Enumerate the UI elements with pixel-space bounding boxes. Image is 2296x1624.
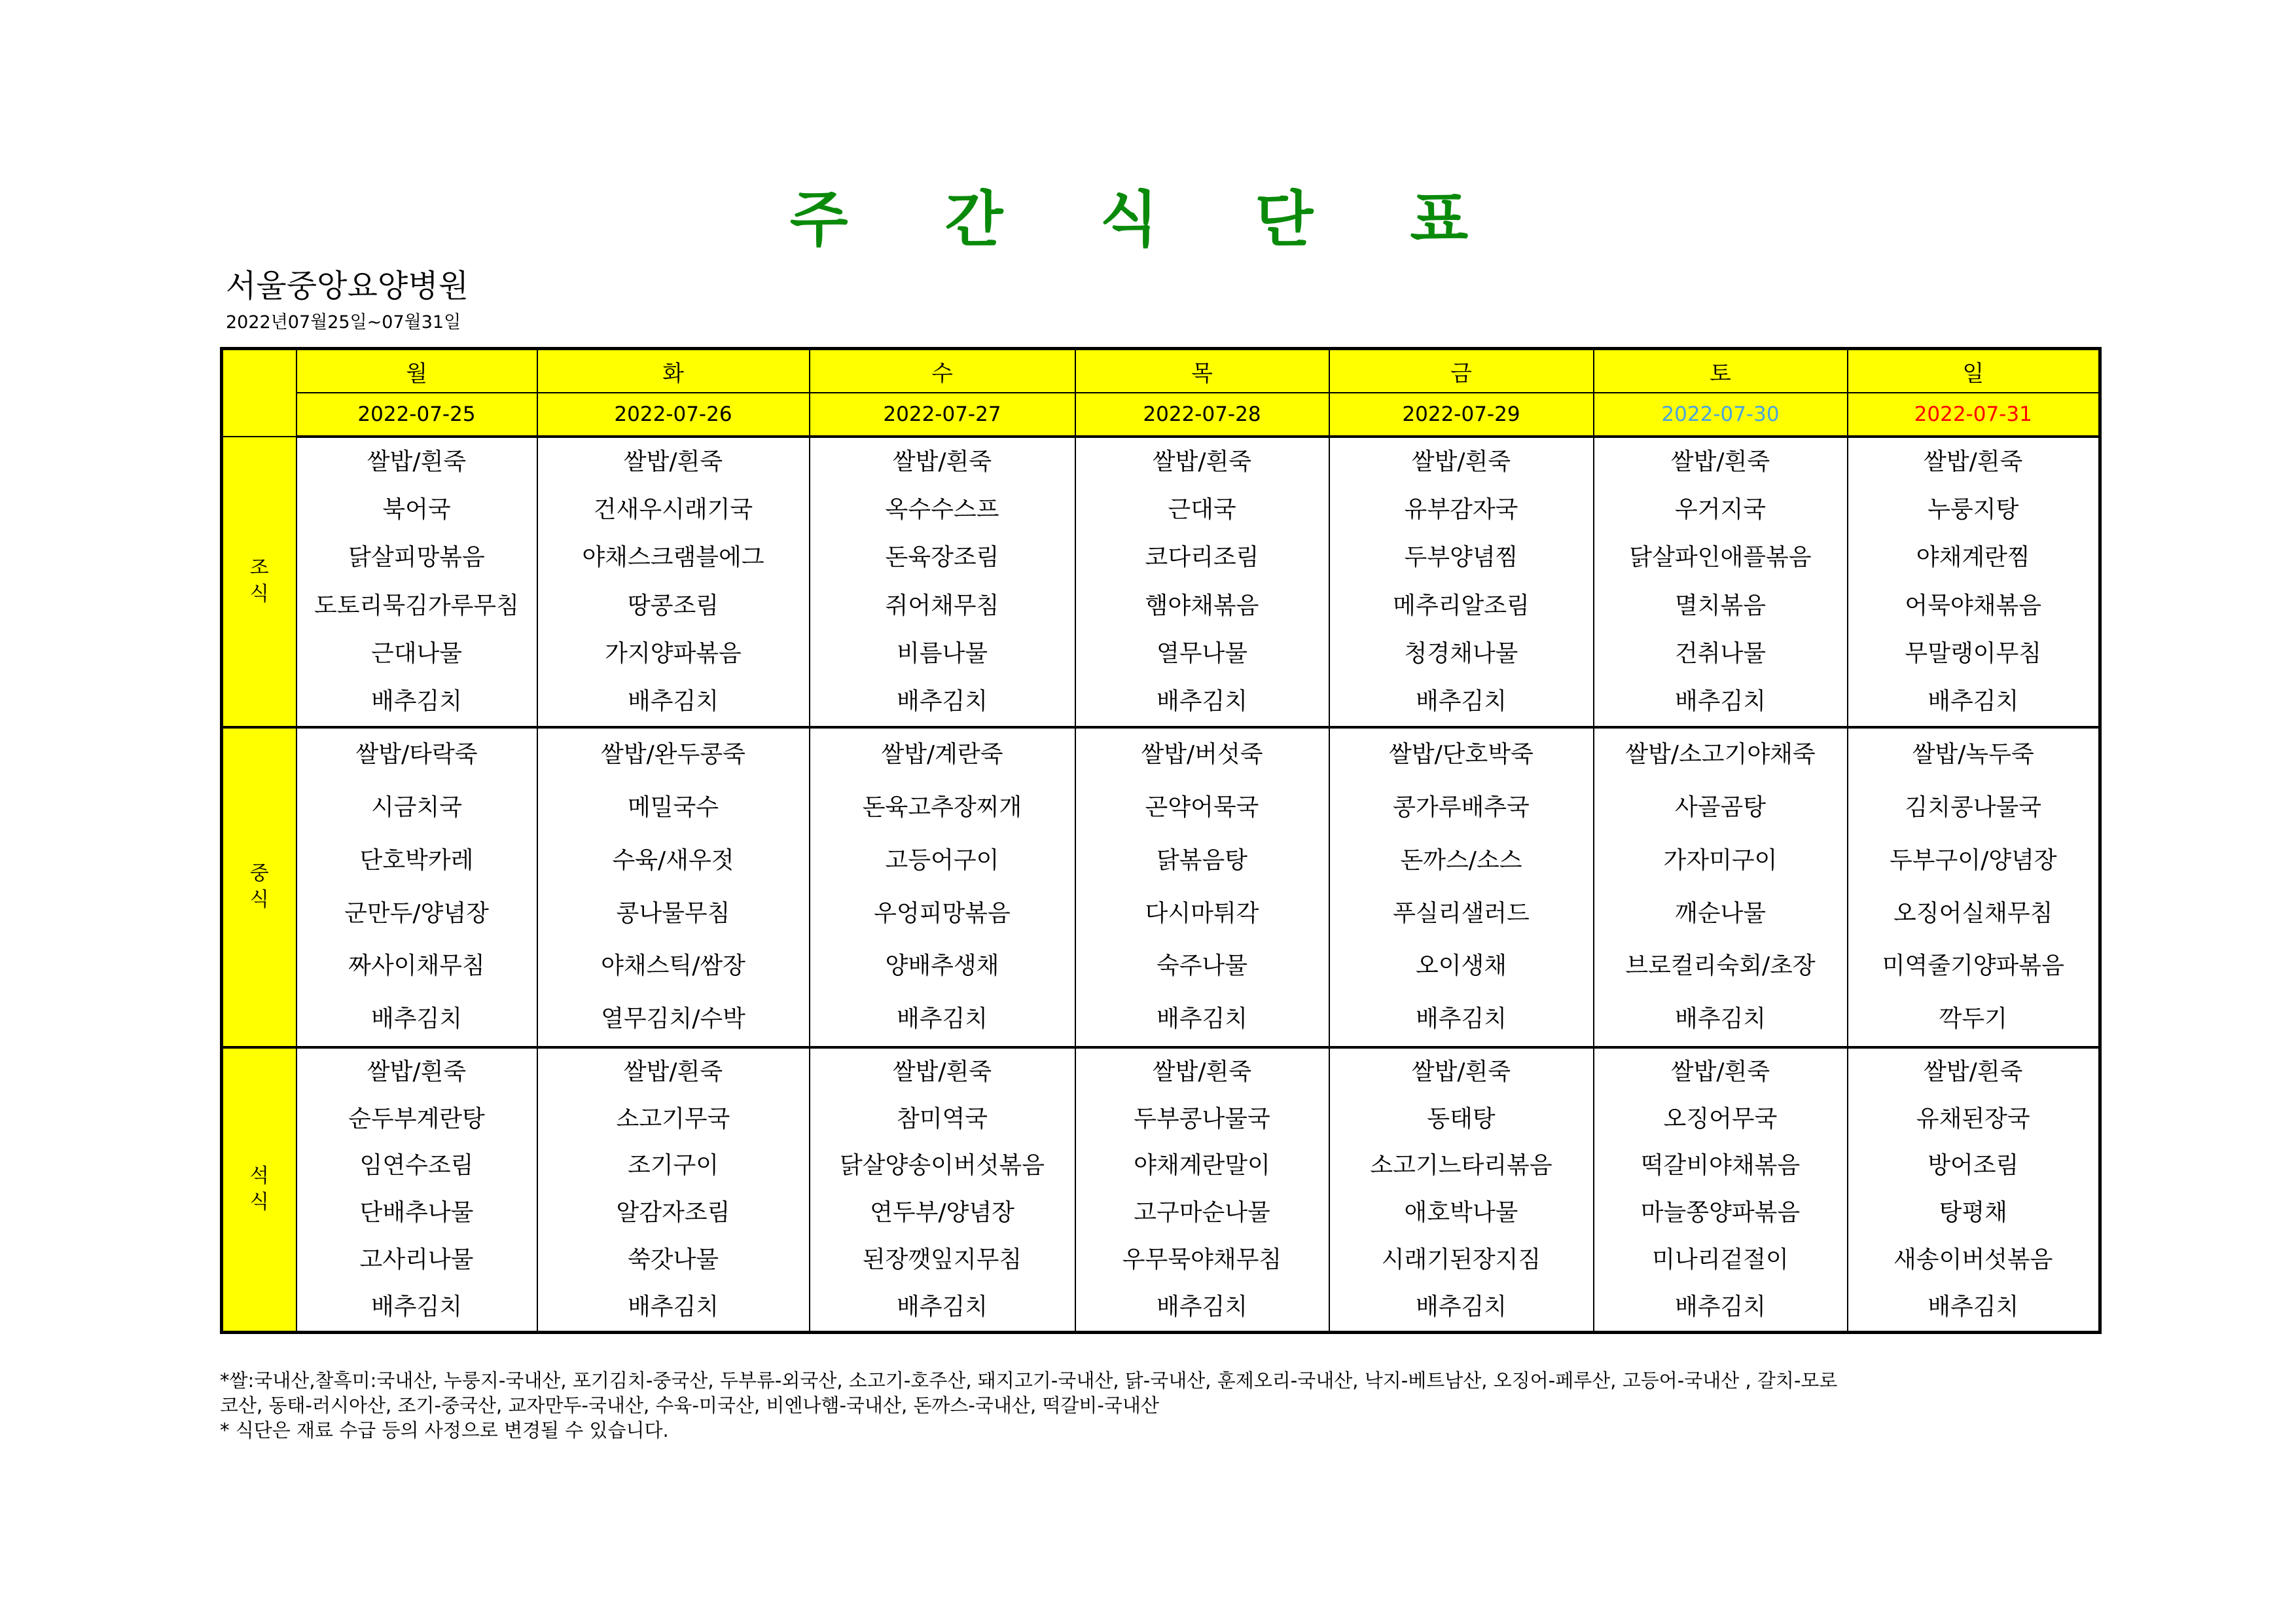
menu-item: 단호박카레 xyxy=(359,846,474,874)
menu-item: 쥐어채무침 xyxy=(885,592,999,619)
menu-item-list xyxy=(1076,1049,1329,1331)
menu-item: 시래기된장지짐 xyxy=(1381,1246,1541,1274)
meal-label-top: 조 xyxy=(249,556,269,580)
menu-item: 배추김치 xyxy=(896,687,988,715)
menu-item-list xyxy=(1330,438,1593,725)
menu-cell-tue xyxy=(537,727,810,1047)
menu-item: 우엉피망볶음 xyxy=(874,899,1011,927)
menu-item: 쌀밥/흰죽 xyxy=(1670,448,1770,475)
day-wed: 수 xyxy=(810,349,1075,393)
menu-item-list xyxy=(1076,729,1329,1046)
menu-item: 배추김치 xyxy=(896,1005,988,1033)
hospital-name: 서울중앙요양병원 xyxy=(226,268,469,304)
header-corner xyxy=(222,349,296,437)
menu-item-list xyxy=(810,729,1075,1046)
meal-row-lunch xyxy=(222,727,2100,1047)
menu-item: 돈육장조림 xyxy=(885,544,999,571)
menu-item: 돈까스/소스 xyxy=(1400,846,1522,874)
menu-item: 가지양파볶음 xyxy=(605,640,742,667)
menu-item: 미나리겉절이 xyxy=(1652,1246,1789,1274)
date-wed: 2022-07-27 xyxy=(810,393,1075,437)
menu-item: 배추김치 xyxy=(1674,1005,1767,1033)
date-header-row xyxy=(222,393,2100,437)
menu-item: 근대나물 xyxy=(370,640,463,667)
menu-item: 배추김치 xyxy=(1928,687,2019,715)
menu-item: 쌀밥/흰죽 xyxy=(1924,448,2023,475)
menu-item: 쌀밥/흰죽 xyxy=(1152,448,1252,475)
menu-item-list xyxy=(1848,438,2099,725)
notes-section xyxy=(220,1368,2105,1443)
menu-item: 우거지국 xyxy=(1674,496,1767,524)
menu-cell-tue xyxy=(537,1047,810,1333)
page-title: 주 간 식 단 표 xyxy=(789,185,1507,255)
day-sun: 일 xyxy=(1848,349,2100,393)
menu-item: 쌀밥/흰죽 xyxy=(1152,1058,1252,1085)
menu-item: 두부양념찜 xyxy=(1404,544,1518,571)
menu-item: 쌀밥/흰죽 xyxy=(1670,1058,1770,1085)
menu-item-list xyxy=(810,438,1075,725)
menu-item: 쌀밥/흰죽 xyxy=(367,448,467,475)
menu-item: 시금치국 xyxy=(370,793,463,821)
menu-item: 옥수수스프 xyxy=(885,496,999,524)
menu-item: 알감자조림 xyxy=(616,1199,730,1227)
menu-period: 2022년07월25일~07월31일 xyxy=(226,312,461,333)
menu-item: 비름나물 xyxy=(896,640,988,667)
menu-item: 메밀국수 xyxy=(627,793,719,821)
day-sat: 토 xyxy=(1594,349,1848,393)
date-sat: 2022-07-30 xyxy=(1594,393,1848,437)
date-tue: 2022-07-26 xyxy=(537,393,810,437)
menu-item: 쌀밥/계란죽 xyxy=(881,740,1003,768)
menu-cell-thu xyxy=(1075,437,1329,727)
menu-item-list xyxy=(297,729,537,1046)
menu-item: 쌀밥/소고기야채죽 xyxy=(1625,740,1816,768)
menu-item: 오징어무국 xyxy=(1663,1105,1778,1132)
menu-item: 배추김치 xyxy=(370,1005,463,1033)
menu-item: 누룽지탕 xyxy=(1928,496,2019,524)
menu-item: 깍두기 xyxy=(1939,1005,2007,1033)
menu-item: 배추김치 xyxy=(1156,1005,1248,1033)
menu-item: 열무김치/수박 xyxy=(601,1005,745,1033)
menu-cell-tue xyxy=(537,437,810,727)
date-thu: 2022-07-28 xyxy=(1075,393,1329,437)
menu-item: 동태탕 xyxy=(1427,1105,1496,1132)
menu-item: 배추김치 xyxy=(1415,1293,1507,1321)
menu-item: 배추김치 xyxy=(627,687,719,715)
date-fri: 2022-07-29 xyxy=(1329,393,1594,437)
menu-item: 쌀밥/단호박죽 xyxy=(1389,740,1534,768)
menu-item: 닭살피망볶음 xyxy=(348,544,485,571)
menu-item: 야채계란찜 xyxy=(1916,544,2030,571)
date-mon: 2022-07-25 xyxy=(296,393,537,437)
menu-item: 무말랭이무침 xyxy=(1905,640,2042,667)
menu-item-list xyxy=(538,729,809,1046)
menu-item: 배추김치 xyxy=(1674,1293,1767,1321)
menu-item: 애호박나물 xyxy=(1404,1199,1518,1227)
menu-cell-wed xyxy=(810,727,1075,1047)
menu-item: 야채스크램블에그 xyxy=(582,544,764,571)
menu-cell-thu xyxy=(1075,1047,1329,1333)
menu-item: 쌀밥/녹두죽 xyxy=(1912,740,2034,768)
menu-item-list xyxy=(1848,729,2099,1046)
meal-label-lunch xyxy=(222,727,296,1047)
menu-item: 오이생채 xyxy=(1415,952,1507,980)
menu-item: 소고기무국 xyxy=(616,1105,730,1132)
menu-item: 쌀밥/흰죽 xyxy=(1924,1058,2023,1085)
menu-item: 고사리나물 xyxy=(359,1246,474,1274)
menu-item: 김치콩나물국 xyxy=(1905,793,2042,821)
menu-item: 콩나물무침 xyxy=(616,899,730,927)
menu-item: 배추김치 xyxy=(370,687,463,715)
menu-item: 다시마튀각 xyxy=(1145,899,1259,927)
menu-item-list xyxy=(810,1049,1075,1331)
menu-item: 닭볶음탕 xyxy=(1156,846,1248,874)
menu-item: 배추김치 xyxy=(627,1293,719,1321)
menu-cell-sun xyxy=(1848,1047,2100,1333)
menu-item: 곤약어묵국 xyxy=(1145,793,1259,821)
origin-note-line1: *쌀:국내산,찰흑미:국내산, 누룽지-국내산, 포기김치-중국산, 두부류-외국산, 소고기-호주산, 돼지고기-국내산, 닭-국내산, 훈제오리-국내산, 낙지-베트남산, 오징어-페루산, 고등어-국내산 , 갈치-모로 xyxy=(220,1369,1838,1392)
menu-item: 쌀밥/타락죽 xyxy=(355,740,478,768)
menu-item-list xyxy=(1594,729,1847,1046)
menu-cell-wed xyxy=(810,1047,1075,1333)
menu-item: 쌀밥/버섯죽 xyxy=(1141,740,1263,768)
day-thu: 목 xyxy=(1075,349,1329,393)
menu-item: 우무묵야채무침 xyxy=(1122,1246,1282,1274)
menu-item: 연두부/양념장 xyxy=(870,1199,1014,1227)
menu-item: 배추김치 xyxy=(1928,1293,2019,1321)
meal-label-top: 중 xyxy=(249,862,269,886)
menu-item: 방어조림 xyxy=(1928,1152,2019,1180)
menu-item: 수육/새우젓 xyxy=(612,846,734,874)
meal-label-bottom: 식 xyxy=(249,888,269,912)
menu-cell-wed xyxy=(810,437,1075,727)
menu-change-notice: * 식단은 재료 수급 등의 사정으로 변경될 수 있습니다. xyxy=(220,1419,669,1441)
menu-item: 마늘쫑양파볶음 xyxy=(1640,1199,1801,1227)
meal-label-bottom: 식 xyxy=(249,583,269,606)
menu-item-list xyxy=(538,438,809,725)
menu-item-list xyxy=(1076,438,1329,725)
day-header-row xyxy=(222,349,2100,393)
menu-item: 메추리알조림 xyxy=(1393,592,1530,619)
menu-item: 야채계란말이 xyxy=(1134,1152,1270,1180)
menu-item: 야채스틱/쌈장 xyxy=(601,952,745,980)
menu-item: 배추김치 xyxy=(1415,1005,1507,1033)
menu-item: 떡갈비야채볶음 xyxy=(1640,1152,1801,1180)
meal-label-dinner xyxy=(222,1047,296,1333)
menu-cell-thu xyxy=(1075,727,1329,1047)
menu-item-list xyxy=(1330,1049,1593,1331)
menu-item: 두부구이/양념장 xyxy=(1889,846,2057,874)
origin-note-line2: 코산, 동태-러시아산, 조기-중국산, 교자만두-국내산, 수육-미국산, 비엔나햄-국내산, 돈까스-국내산, 떡갈비-국내산 xyxy=(220,1394,1159,1416)
menu-item: 배추김치 xyxy=(1156,1293,1248,1321)
menu-item: 쌀밥/흰죽 xyxy=(623,1058,723,1085)
menu-item: 배추김치 xyxy=(370,1293,463,1321)
menu-item: 군만두/양념장 xyxy=(344,899,489,927)
menu-item: 배추김치 xyxy=(1156,687,1248,715)
menu-item: 콩가루배추국 xyxy=(1393,793,1530,821)
day-tue: 화 xyxy=(537,349,810,393)
menu-item: 쑥갓나물 xyxy=(627,1246,719,1274)
menu-item-list xyxy=(297,438,537,725)
menu-cell-sun xyxy=(1848,727,2100,1047)
menu-cell-fri xyxy=(1329,1047,1594,1333)
menu-item: 숙주나물 xyxy=(1156,952,1248,980)
menu-cell-fri xyxy=(1329,727,1594,1047)
menu-item: 쌀밥/흰죽 xyxy=(367,1058,467,1085)
menu-item: 멸치볶음 xyxy=(1674,592,1767,619)
meal-row-breakfast xyxy=(222,437,2100,727)
menu-item: 청경채나물 xyxy=(1404,640,1518,667)
menu-item: 된장깻잎지무침 xyxy=(862,1246,1022,1274)
menu-item: 닭살양송이버섯볶음 xyxy=(840,1152,1045,1180)
menu-item: 근대국 xyxy=(1168,496,1236,524)
day-mon: 월 xyxy=(296,349,537,393)
menu-item: 브로컬리숙회/초장 xyxy=(1625,952,1816,980)
date-sun: 2022-07-31 xyxy=(1848,393,2100,437)
menu-item-list xyxy=(1594,438,1847,725)
menu-item: 깨순나물 xyxy=(1674,899,1767,927)
menu-item: 푸실리샐러드 xyxy=(1393,899,1530,927)
menu-item: 북어국 xyxy=(382,496,451,524)
menu-item: 임연수조림 xyxy=(359,1152,474,1180)
menu-cell-mon xyxy=(296,1047,537,1333)
menu-item: 땅콩조림 xyxy=(627,592,719,619)
menu-item-list xyxy=(1330,729,1593,1046)
menu-item: 고등어구이 xyxy=(885,846,999,874)
menu-cell-fri xyxy=(1329,437,1594,727)
menu-item: 돈육고추장찌개 xyxy=(862,793,1022,821)
menu-item: 두부콩나물국 xyxy=(1134,1105,1270,1132)
menu-item: 배추김치 xyxy=(896,1293,988,1321)
menu-item: 조기구이 xyxy=(627,1152,719,1180)
menu-item: 유채된장국 xyxy=(1916,1105,2030,1132)
menu-item: 쌀밥/흰죽 xyxy=(892,1058,992,1085)
menu-item: 배추김치 xyxy=(1415,687,1507,715)
menu-cell-sat xyxy=(1594,1047,1848,1333)
menu-item: 어묵야채볶음 xyxy=(1905,592,2042,619)
menu-item: 고구마순나물 xyxy=(1134,1199,1270,1227)
meal-row-dinner xyxy=(222,1047,2100,1333)
menu-item-list xyxy=(297,1049,537,1331)
meal-label-top: 석 xyxy=(249,1164,269,1188)
menu-item: 햄야채볶음 xyxy=(1145,592,1259,619)
menu-cell-sat xyxy=(1594,727,1848,1047)
menu-item: 배추김치 xyxy=(1674,687,1767,715)
menu-cell-mon xyxy=(296,437,537,727)
menu-cell-sun xyxy=(1848,437,2100,727)
menu-item: 참미역국 xyxy=(896,1105,988,1132)
menu-item: 쌀밥/흰죽 xyxy=(1411,1058,1511,1085)
menu-item: 소고기느타리볶음 xyxy=(1370,1152,1552,1180)
menu-item: 건새우시래기국 xyxy=(593,496,753,524)
weekly-menu-table xyxy=(220,347,2102,1334)
menu-item: 짜사이채무침 xyxy=(348,952,485,980)
menu-item: 건취나물 xyxy=(1674,640,1767,667)
menu-item: 새송이버섯볶음 xyxy=(1893,1246,2053,1274)
menu-item: 단배추나물 xyxy=(359,1199,474,1227)
menu-item: 미역줄기양파볶음 xyxy=(1882,952,2064,980)
menu-item: 유부감자국 xyxy=(1404,496,1518,524)
menu-item-list xyxy=(538,1049,809,1331)
menu-item: 쌀밥/흰죽 xyxy=(892,448,992,475)
menu-item: 탕평채 xyxy=(1939,1199,2007,1227)
menu-item: 닭살파인애플볶음 xyxy=(1629,544,1812,571)
day-fri: 금 xyxy=(1329,349,1594,393)
menu-item: 쌀밥/흰죽 xyxy=(1411,448,1511,475)
menu-item: 열무나물 xyxy=(1156,640,1248,667)
menu-item: 양배추생채 xyxy=(885,952,999,980)
menu-cell-mon xyxy=(296,727,537,1047)
menu-item: 가자미구이 xyxy=(1663,846,1778,874)
menu-item: 오징어실채무침 xyxy=(1893,899,2053,927)
menu-item: 쌀밥/완두콩죽 xyxy=(601,740,745,768)
menu-item: 쌀밥/흰죽 xyxy=(623,448,723,475)
menu-item: 도토리묵김가루무침 xyxy=(314,592,519,619)
meal-label-bottom: 식 xyxy=(249,1191,269,1214)
menu-item: 코다리조림 xyxy=(1145,544,1259,571)
menu-item: 순두부계란탕 xyxy=(348,1105,485,1132)
menu-cell-sat xyxy=(1594,437,1848,727)
menu-item: 사골곰탕 xyxy=(1674,793,1767,821)
menu-item-list xyxy=(1594,1049,1847,1331)
meal-label-breakfast xyxy=(222,437,296,727)
menu-item-list xyxy=(1848,1049,2099,1331)
